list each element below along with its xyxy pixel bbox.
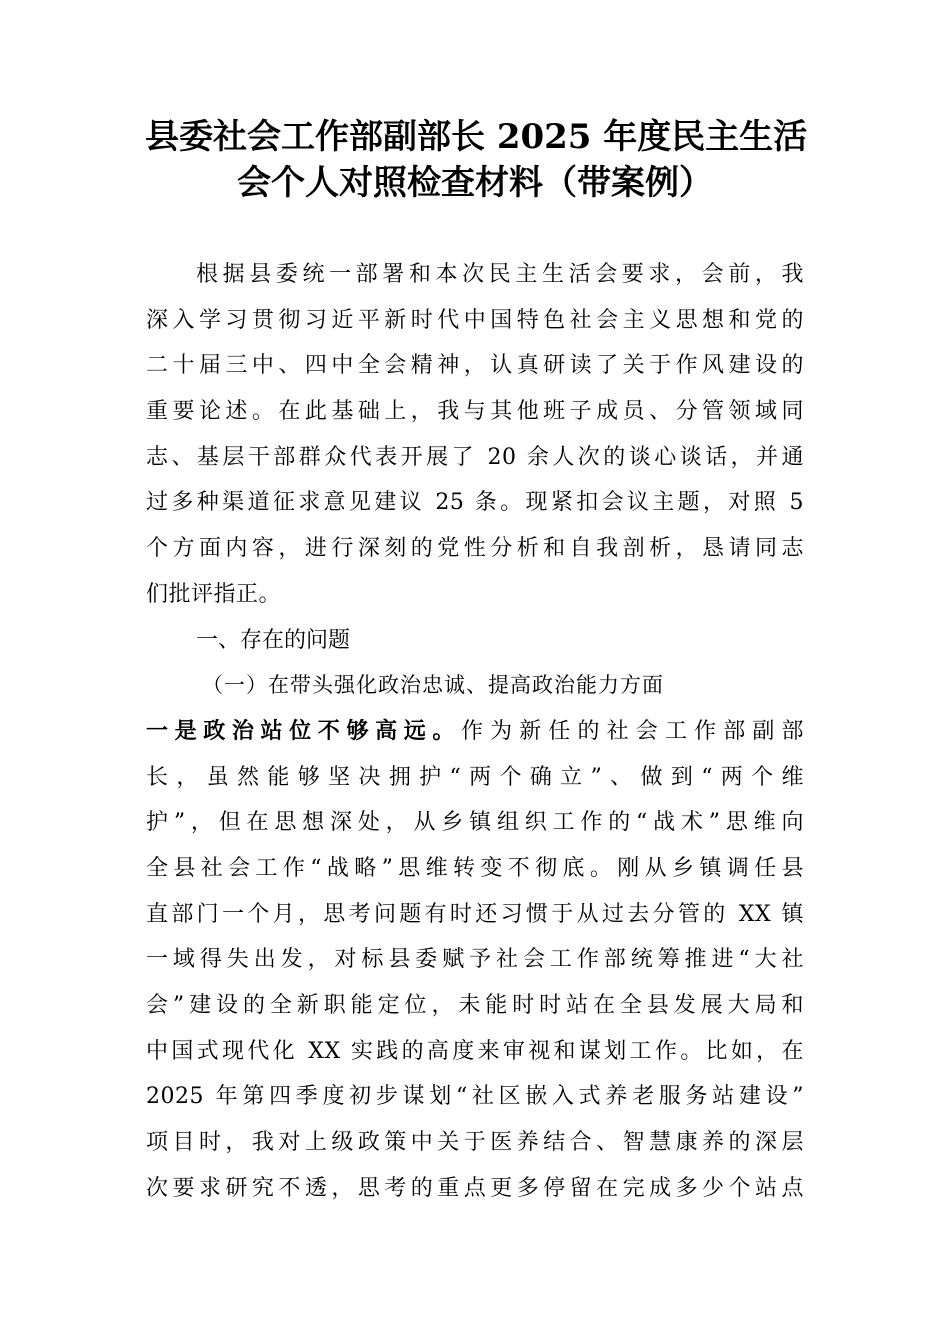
intro-line: 根据县委统一部署和本次民主生活会要求，会前，我 [196, 262, 804, 287]
intro-line: 过多种渠道征求意见建议 25 条。现紧扣会议主题，对照 5 [146, 490, 804, 516]
section-heading: 一、存在的问题 [196, 627, 351, 653]
point-one-line: 项目时，我对上级政策中关于医养结合、智慧康养的深层 [146, 1130, 804, 1156]
intro-paragraph [146, 252, 804, 618]
point-one-line: 次要求研究不透，思考的重点更多停留在完成多少个站点 [146, 1175, 804, 1201]
document-body [146, 252, 804, 1211]
point-one-line: 一域得失出发，对标县委赋予社会工作部统筹推进“大社 [146, 947, 804, 973]
subsection-heading: （一）在带头强化政治忠诚、提高政治能力方面 [202, 673, 664, 698]
point-one-line: 2025 年第四季度初步谋划“社区嵌入式养老服务站建设” [146, 1084, 804, 1110]
point-one-line: 长，虽然能够坚决拥护“两个确立”、做到“两个维 [146, 764, 804, 790]
intro-line: 个方面内容，进行深刻的党性分析和自我剖析，恳请同志 [146, 536, 804, 562]
intro-line: 志、基层干部群众代表开展了 20 余人次的谈心谈话，并通 [146, 444, 804, 470]
point-one-first-line [146, 709, 804, 755]
point-one-line: 全县社会工作“战略”思维转变不彻底。刚从乡镇调任县 [146, 855, 804, 881]
point-one-line: 会”建设的全新职能定位，未能时时站在全县发展大局和 [146, 993, 804, 1018]
title-line-1: 县委社会工作部副部长 2025 年度民主生活 [145, 117, 808, 157]
intro-line: 们批评指正。 [146, 581, 282, 607]
point-one-line: 直部门一个月，思考问题有时还习惯于从过去分管的 XX 镇 [146, 901, 804, 927]
point-one-first-line-rest: 作为新任的社会工作部副部 [461, 718, 804, 744]
intro-line: 重要论述。在此基础上，我与其他班子成员、分管领域同 [146, 399, 804, 425]
intro-line: 二十届三中、四中全会精神，认真研读了关于作风建设的 [146, 353, 804, 379]
point-one-line: 中国式现代化 XX 实践的高度来审视和谋划工作。比如，在 [146, 1038, 804, 1064]
document-title [145, 114, 808, 206]
intro-line: 深入学习贯彻习近平新时代中国特色社会主义思想和党的 [146, 307, 804, 333]
point-one-paragraph [146, 709, 804, 1212]
point-one-line: 护”，但在思想深处，从乡镇组织工作的“战术”思维向 [146, 810, 804, 836]
point-one-lead: 一是政治站位不够高远。 [146, 717, 461, 744]
title-line-2: 会个人对照检查材料（带案例） [237, 163, 713, 203]
